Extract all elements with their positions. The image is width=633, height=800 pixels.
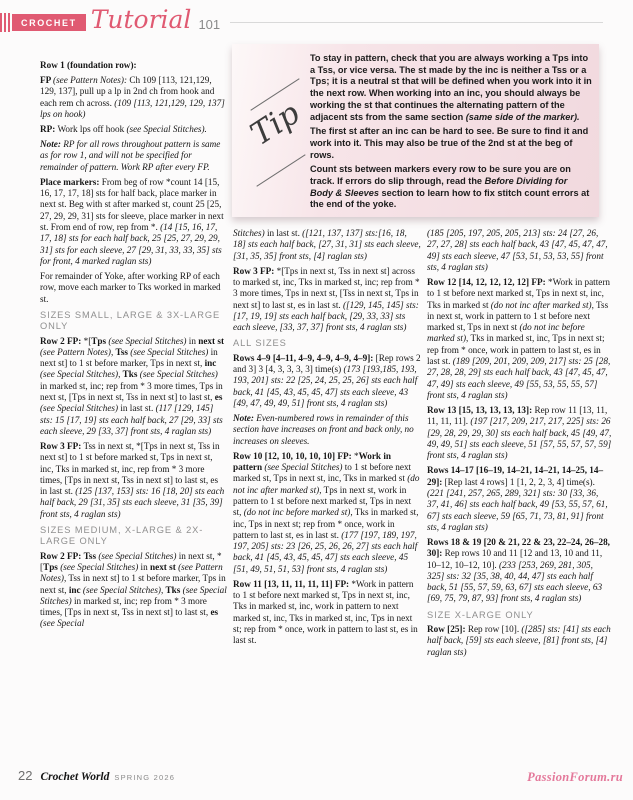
text-segment: SIZES MEDIUM, X-LARGE & 2X-LARGE ONLY xyxy=(40,525,204,547)
text-segment: (14 [15, 16, 17, 17, 18] sts for each half back, 25 [25, 27, 29, 29, 31] sts for each sleeve, 27 [29, 31, 33, 33, 35] sts for front, 4 marked raglan sts) xyxy=(40,222,222,266)
text-segment: in last st. xyxy=(118,403,156,414)
text-segment: Note: xyxy=(40,139,64,150)
text-segment: (185 [205, 197, 205, 205, 213] sts: 24 [27, 26, 27, 27, 28] sts each half back, 43 [47, 45, 47, 47, 49] sts each sleeve, 47 [53, 51, 53, 53, 55] front sts, 4 raglan sts) xyxy=(427,228,608,272)
text-segment: (see Special Stitches) xyxy=(80,584,161,595)
text-segment: Row 3 FP: xyxy=(40,440,82,451)
tip-label-text: Tip xyxy=(244,95,307,153)
section-heading xyxy=(233,338,421,349)
section-heading xyxy=(40,525,227,548)
text-segment: (125 [137, 153] sts: 16 [18, 20] sts each half back, 29 [31, 35] sts each sleeve, 31 [35, 39] front sts, 4 raglan sts) xyxy=(40,486,225,519)
text-segment: *[ xyxy=(81,335,92,346)
pattern-paragraph xyxy=(310,53,592,123)
text-segment: Count sts between markers every row to be sure you are on track. If errors do slip through, read the xyxy=(310,164,571,187)
pattern-paragraph xyxy=(427,624,612,658)
text-segment: , Tss in next st] to 1 st before marker, Tps in next st, xyxy=(40,573,226,595)
text-segment: RP for all rows throughout pattern is same as for row 1, and will not be specified for remainder of pattern. Work RP after every FP. xyxy=(40,139,221,172)
text-segment: Row 12 [14, 12, 12, 12, 12] FP: xyxy=(427,276,546,287)
pattern-paragraph xyxy=(233,266,421,334)
text-segment: *[Tps in next st, Tss in next st] across to marked st, inc, Tks in marked st, inc; rep from * 3 more times, Tps in next st, [Tss in next st, Tps in next st] to last st, es in last st. xyxy=(233,265,420,310)
pattern-paragraph xyxy=(233,228,421,262)
text-segment: Rows 4–9 [4–11, 4–9, 4–9, 4–9, 4–9]: xyxy=(233,352,374,363)
text-segment: in xyxy=(138,561,150,572)
text-segment: in last st. xyxy=(264,228,303,238)
text-segment: FP xyxy=(40,75,54,86)
text-segment: in xyxy=(186,335,199,346)
text-segment: (see Special Stitches) xyxy=(137,369,218,380)
issue-label: SPRING 2026 xyxy=(114,773,176,782)
text-segment: es xyxy=(210,607,219,618)
text-segment: (117 [129, 145] sts: 15 [17, 19] sts each half back, 27 [29, 33] sts each sleeve, 29 [33, 37] front sts, 4 raglan sts) xyxy=(40,403,223,436)
text-segment: next st xyxy=(150,561,176,572)
section-heading xyxy=(427,610,612,621)
text-segment: Even-numbered rows in remainder of this section have increases on front and back only, no increases on sleeves. xyxy=(233,413,414,446)
text-segment: section to learn how to fix stitch count errors at the end of the yoke. xyxy=(310,187,590,210)
text-segment: * xyxy=(351,450,359,461)
text-segment: (see Pattern Notes) xyxy=(40,561,223,584)
text-segment: , Tks in marked st, inc, Tps in next st; rep from * once, work in pattern to last st, es in last st. xyxy=(233,507,419,540)
tutorial-number: 101 xyxy=(198,17,221,32)
text-segment: Note: xyxy=(233,413,257,424)
text-segment: ([129, 145, 145] sts:[17, 19, 19] sts each half back, [29, 33, 33] sts each sleeve, [33, 37, 37] front sts, 4 raglan sts) xyxy=(233,299,419,333)
pattern-paragraph xyxy=(40,336,227,438)
section-kicker: CROCHET xyxy=(12,14,86,31)
text-segment: Rep rows 10 and 11 [12 and 13, 10 and 11, 10–12, 10–12, 10]. xyxy=(427,548,603,570)
text-segment: Rows 14–17 [16–19, 14–21, 14–21, 14–25, 14–29]: xyxy=(427,465,604,487)
text-segment: inc xyxy=(204,358,217,369)
pattern-column-3 xyxy=(427,228,612,768)
text-segment: (see Pattern Notes) xyxy=(40,346,111,357)
text-segment: Stitches) xyxy=(233,228,265,238)
text-segment: , xyxy=(160,584,166,595)
text-segment: ALL SIZES xyxy=(233,338,287,349)
text-segment: Tss xyxy=(115,346,128,357)
text-segment: (177 [197, 189, 197, 197, 205] sts: 23 [26, 25, 26, 26, 27] sts each half back, 41 [45, 43, 45, 45, 47] sts each sleeve, 45 [51, 49, 51, 51, 53] front sts, 4 raglan sts) xyxy=(233,529,418,574)
text-segment: RP: xyxy=(40,124,56,135)
text-segment: Rep row [10]. xyxy=(465,623,522,634)
text-segment: To stay in pattern, check that you are always working a Tps into a Tss, or vice versa. The st made by the inc is neither a Tss or a Tps; it is a neutral st that will be defined when you work into it in the next row. When working into an inc, you should always be working the st that continues the alternating pattern of the adjacent sts from the same section xyxy=(310,53,592,122)
text-segment: Rep row 11 [13, 11, 11, 11, 11]. xyxy=(427,405,608,427)
page-number: 22 xyxy=(18,768,33,783)
pattern-paragraph xyxy=(310,126,592,161)
text-segment: (173 [193,185, 193, 193, 201] sts: 22 [25, 24, 25, 25, 26] sts each half back, 41 [45, 43, 45, 45, 47] sts each sleeve, 43 [49, 47, 49, 49, 51] front sts, 4 raglan sts) xyxy=(233,364,418,408)
watermark: PassionForum.ru xyxy=(527,770,623,784)
pattern-paragraph xyxy=(40,551,227,630)
text-segment: next st xyxy=(198,335,225,346)
text-segment: (do not inc before marked st) xyxy=(243,507,351,518)
pattern-column-1 xyxy=(40,60,227,768)
pattern-paragraph xyxy=(40,60,227,71)
pattern-paragraph xyxy=(310,164,592,211)
text-segment: (see Special xyxy=(40,618,85,629)
text-segment: Row 2 FP: xyxy=(40,335,82,346)
text-segment: (do not inc after marked st) xyxy=(490,299,592,310)
tutorial-script-title: Tutorial xyxy=(90,5,192,34)
text-segment: , Tps in next st, work in pattern to 1 st before next marked st, Tps in next st, xyxy=(233,484,412,518)
text-segment: [Rep last 4 rows] 1 [1, 2, 2, 3, 4] time(s). xyxy=(442,476,595,487)
text-segment: (see Special Stitches) xyxy=(127,346,209,357)
text-segment: Tks xyxy=(165,584,181,595)
text-segment: to 1 st before next marked st, Tps in next st, inc, Tks in marked st xyxy=(233,462,412,484)
text-segment: (do not inc after marked st) xyxy=(233,473,420,495)
text-segment: SIZES SMALL, LARGE & 3X-LARGE ONLY xyxy=(40,309,221,332)
text-segment: [Rep rows 2 and 3] 3 [4, 3, 3, 3, 3] time(s) xyxy=(233,352,421,375)
text-segment: (197 [217, 209, 217, 217, 225] sts: 26 [29, 28, 29, 29, 30] sts each half back, 45 [49, 47, 49, 49, 51] sts each sleeve, 51 [57, 55, 57, 57, 59] front sts, 4 raglan sts) xyxy=(427,416,612,461)
pattern-paragraph xyxy=(427,405,612,461)
text-segment: Row 1 (foundation row): xyxy=(40,60,137,70)
page-footer xyxy=(18,768,175,783)
text-segment: Row [25]: xyxy=(427,623,466,634)
text-segment: in marked st, inc; rep from * 3 more times, Tps in next st, [Tps in next st, Tss in next st] to last st, xyxy=(40,380,223,402)
text-segment: The first st after an inc can be hard to see. Be sure to find it and work into it. This may also be true of the 2nd st at the beg of rows. xyxy=(310,126,589,160)
pattern-paragraph xyxy=(40,124,227,135)
pattern-paragraph xyxy=(40,441,227,520)
tip-decorative-line xyxy=(256,154,305,186)
text-segment: (221 [241, 257, 265, 289, 321] sts: 30 [33, 36, 37, 41, 46] sts each half back, 49 [53, 55, 57, 61, 67] sts each sleeve, 59 [65, 71, 73, 81, 91] front sts, 4 raglan sts) xyxy=(427,487,608,532)
text-segment: Tps xyxy=(43,561,58,572)
pattern-paragraph xyxy=(40,271,227,305)
tip-text xyxy=(310,53,592,214)
text-segment: ([121, 137, 137] sts:[16, 18, 18] sts each half back, [27, 31, 31] sts each sleeve, [31, 35, 35] front sts, [4] raglan sts) xyxy=(233,228,421,261)
text-segment: (see Special Stitches) xyxy=(262,462,343,473)
tip-label xyxy=(240,84,306,184)
text-segment: (see Pattern Notes): xyxy=(53,75,128,86)
text-segment: Before Dividing for Body & Sleeves xyxy=(310,176,568,198)
text-segment: (see Special Stitches) xyxy=(40,403,119,414)
text-segment: , xyxy=(110,346,116,357)
text-segment: (189 [209, 201, 209, 209, 217] sts: 25 [28, 27, 28, 28, 29] sts each half back, 43 [47, 45, 47, 47, 49] sts each sleeve, 49 [55, 53, 55, 55, 57] front sts, 4 raglan sts) xyxy=(427,356,611,400)
text-segment: Work lps off hook xyxy=(55,124,127,135)
pattern-paragraph xyxy=(233,353,421,409)
text-segment: Tss xyxy=(83,550,97,561)
text-segment: Place markers: xyxy=(40,176,100,187)
pattern-paragraph xyxy=(40,75,227,120)
pattern-paragraph xyxy=(427,537,612,605)
pattern-paragraph xyxy=(427,277,612,401)
text-segment: Work in pattern xyxy=(233,450,391,473)
pattern-paragraph xyxy=(427,465,612,533)
text-segment: ([285] sts: [41] sts each half back, [59] sts each sleeve, [81] front sts, [4] raglan sts) xyxy=(427,623,611,657)
text-segment: From beg of row *count 14 [15, 16, 17, 17, 18] sts for half back, place marker in next st. Beg with st after marked st, count 25 [25, 27, 29, 29, 31] sts for sleeve, place marker in next st. From end of row, rep from *. xyxy=(40,176,224,233)
pattern-column-2 xyxy=(233,228,421,768)
pattern-paragraph xyxy=(40,139,227,173)
text-segment: (see Special Stitches) xyxy=(40,584,227,606)
text-segment: Ch 109 [113, 121,129, 129, 137], pull up a lp in 2nd ch from hook and each rem ch across. xyxy=(40,75,215,108)
text-segment: (do not inc before marked st) xyxy=(427,322,585,344)
text-segment: , Tks in marked st, inc, Tps in next st; rep from * once, work in pattern to last st, es in last st. xyxy=(427,333,605,367)
text-segment: (see Special Stitches) xyxy=(96,550,177,561)
text-segment: Row 10 [12, 10, 10, 10, 10] FP: xyxy=(233,450,352,461)
header-rule xyxy=(230,22,603,23)
pattern-paragraph xyxy=(40,177,227,267)
text-segment: SIZE X-LARGE ONLY xyxy=(427,609,534,620)
text-segment: inc xyxy=(68,584,81,595)
section-heading xyxy=(40,310,227,333)
pattern-paragraph xyxy=(233,413,421,447)
text-segment: (see Special Stitches) xyxy=(57,561,139,572)
text-segment: in next st] to 1 st before marker, Tps in next st, xyxy=(40,346,218,369)
text-segment: Tps xyxy=(91,335,107,346)
text-segment: Row 13 [15, 13, 13, 13, 13]: xyxy=(427,405,533,416)
text-segment: Row 11 [13, 11, 11, 11, 11] FP: xyxy=(233,578,350,589)
page-header xyxy=(0,5,603,36)
text-segment: (same side of the marker). xyxy=(465,111,580,122)
text-segment: For remainder of Yoke, after working RP of each row, move each marker to Tks worked in marked st. xyxy=(40,271,221,304)
text-segment: (109 [113, 121,129, 129, 137] lps on hook) xyxy=(40,97,225,119)
text-segment: in marked st, inc; rep from * 3 more times, [Tps in next st, Tss in next st] to last st, xyxy=(40,595,211,618)
tip-box xyxy=(232,44,599,217)
stripe-decoration xyxy=(0,13,12,32)
text-segment: (see Special Stitches). xyxy=(126,124,207,135)
text-segment: , Tss in next st, work in pattern to 1 st before next marked st, Tps in next st xyxy=(427,299,609,333)
pattern-paragraph xyxy=(233,579,421,647)
text-segment: *Work in pattern to 1 st before next marked st, Tps in next st, inc, Tks in marked st xyxy=(427,276,610,310)
text-segment: in next st, *[ xyxy=(40,550,222,572)
text-segment: (233 [253, 269, 281, 305, 325] sts: 32 [35, 38, 40, 44, 47] sts each half back, 51 [55, 57, 59, 63, 67] sts each sleeve, 63 [69, 75, 79, 87, 93] front sts, 4 raglan sts) xyxy=(427,559,603,604)
pattern-paragraph xyxy=(233,451,421,575)
text-segment: Tss in next st, *[Tps in next st, Tss in next st] to 1 st before marked st, Tps in next st, inc, Tks in marked st, inc, rep from * 3 more times, [Tps in next st, Tss in next st] to last st, es in last st. xyxy=(40,440,220,497)
text-segment: Row 3 FP: xyxy=(233,265,275,276)
text-segment: Row 2 FP: xyxy=(40,550,82,561)
pattern-paragraph xyxy=(427,228,612,273)
text-segment: Tks xyxy=(122,369,138,380)
text-segment: , xyxy=(118,369,123,380)
text-segment: Rows 18 & 19 [20 & 21, 22 & 23, 22–24, 26–28, 30]: xyxy=(427,536,610,559)
text-segment: (see Special Stitches) xyxy=(40,369,119,380)
magazine-title: Crochet World xyxy=(40,771,110,783)
text-segment: *Work in pattern to 1 st before next marked st, Tps in next st, inc, Tks in marked st, inc, work in pattern to next marked st, inc, Tks in marked st, inc, Tps in next st; rep from * once, work in pattern to last st, es in last st. xyxy=(233,578,418,646)
text-segment: es xyxy=(214,392,223,402)
text-segment: (see Special Stitches) xyxy=(106,335,187,346)
